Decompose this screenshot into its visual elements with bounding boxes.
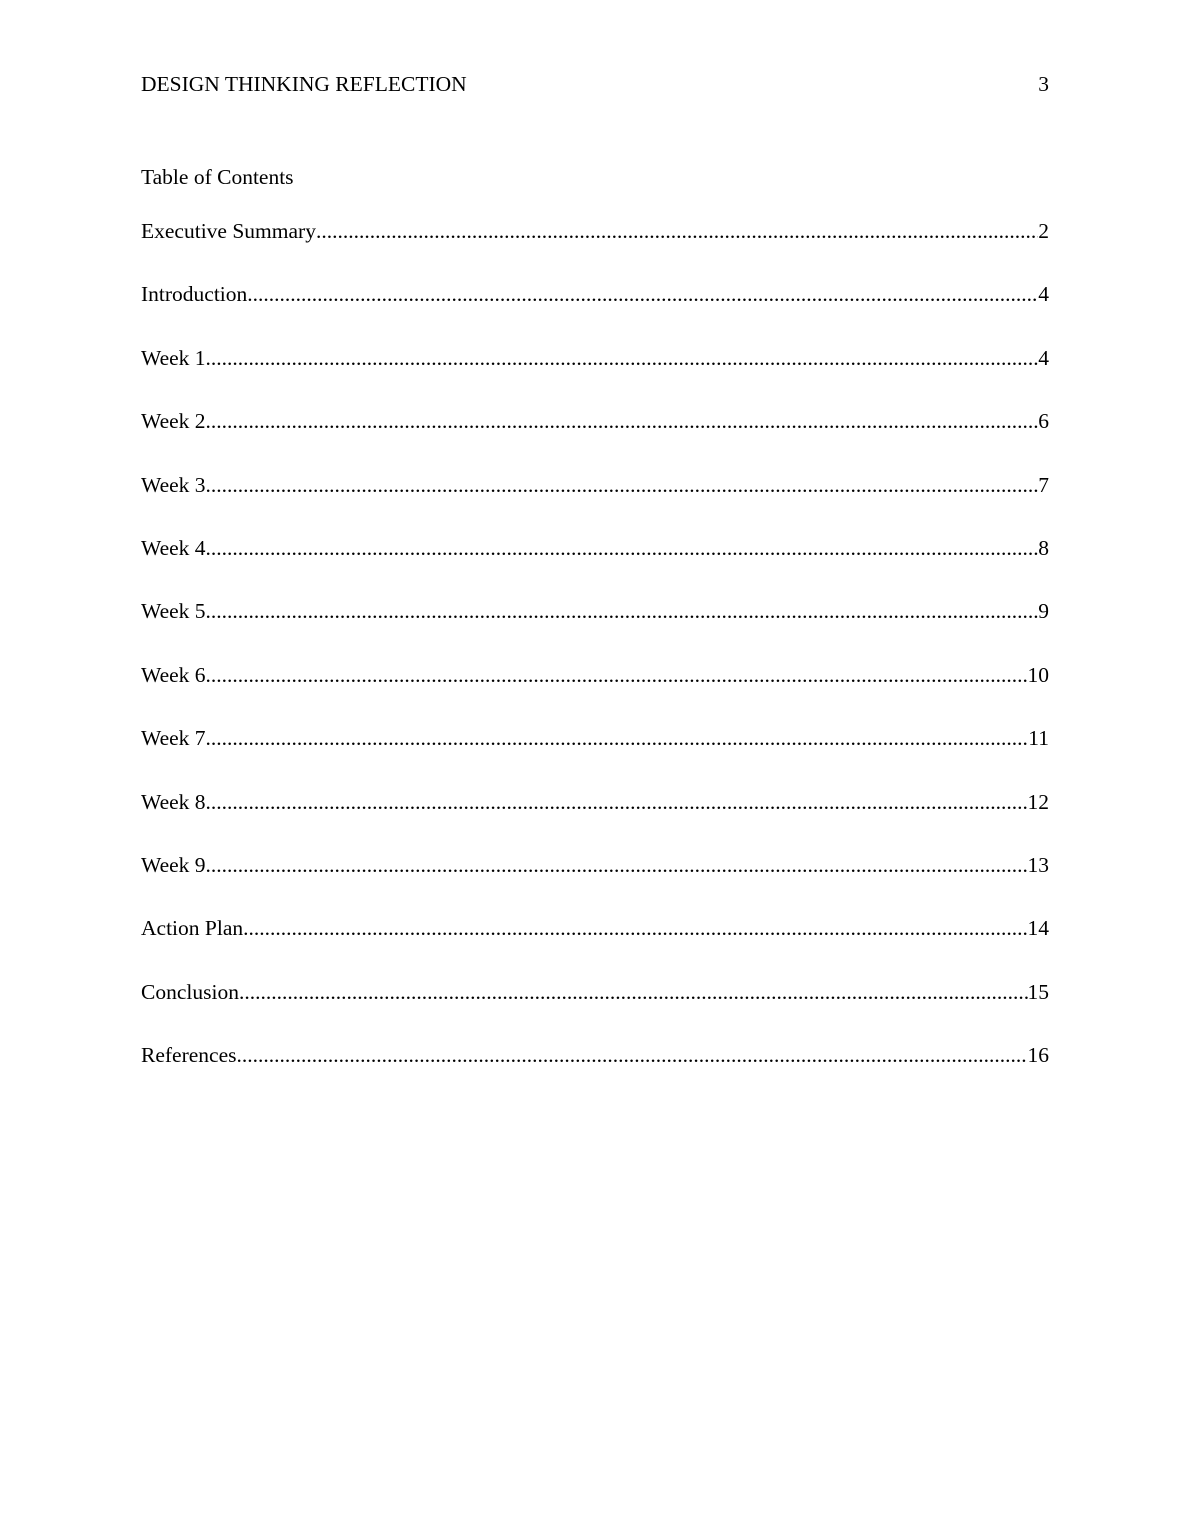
toc-entry-page: 10 [1027, 662, 1049, 687]
toc-entry-page: 8 [1038, 535, 1049, 560]
page-number: 3 [1038, 72, 1049, 96]
toc-entry-page: 14 [1027, 916, 1049, 941]
dot-leader [247, 280, 1038, 308]
toc-entry-references[interactable] [141, 1041, 1049, 1104]
toc-entry-week-9[interactable] [141, 851, 1049, 914]
toc-entry-week-4[interactable] [141, 534, 1049, 597]
dot-leader [206, 407, 1039, 435]
toc-entry-week-8[interactable] [141, 788, 1049, 851]
toc-entry-label: Week 3 [141, 472, 206, 497]
toc-entry-label: Conclusion [141, 979, 239, 1004]
toc-entry-label: Introduction [141, 282, 248, 307]
table-of-contents [141, 217, 1049, 1104]
running-head-title: DESIGN THINKING REFLECTION [141, 72, 467, 96]
toc-entry-page: 9 [1038, 599, 1049, 624]
dot-leader [243, 914, 1027, 942]
toc-entry-label: Week 9 [141, 852, 206, 877]
toc-entry-page: 4 [1038, 282, 1049, 307]
dot-leader [206, 788, 1028, 816]
toc-entry-executive-summary[interactable] [141, 217, 1049, 280]
toc-heading: Table of Contents [141, 165, 294, 189]
toc-entry-label: Week 2 [141, 409, 206, 434]
toc-entry-introduction[interactable] [141, 280, 1049, 343]
toc-entry-week-7[interactable] [141, 724, 1049, 787]
running-header [141, 70, 1049, 98]
toc-entry-label: Executive Summary [141, 219, 316, 243]
toc-entry-label: Week 8 [141, 789, 206, 814]
dot-leader [206, 661, 1028, 689]
toc-entry-conclusion[interactable] [141, 978, 1049, 1041]
dot-leader [239, 978, 1028, 1006]
toc-entry-page: 4 [1038, 345, 1049, 370]
toc-entry-page: 15 [1027, 979, 1049, 1004]
toc-entry-week-1[interactable] [141, 344, 1049, 407]
dot-leader [206, 344, 1039, 372]
toc-entry-week-2[interactable] [141, 407, 1049, 470]
toc-entry-action-plan[interactable] [141, 914, 1049, 977]
toc-entry-label: References [141, 1043, 237, 1068]
toc-entry-label: Week 7 [141, 726, 206, 751]
toc-entry-page: 7 [1038, 472, 1049, 497]
toc-entry-label: Week 5 [141, 599, 206, 624]
dot-leader [206, 534, 1039, 562]
toc-entry-week-6[interactable] [141, 661, 1049, 724]
toc-entry-page: 6 [1038, 409, 1049, 434]
toc-entry-week-3[interactable] [141, 471, 1049, 534]
toc-entry-label: Action Plan [141, 916, 244, 941]
toc-entry-page: 11 [1028, 726, 1049, 751]
dot-leader [206, 851, 1028, 879]
toc-entry-page: 13 [1027, 852, 1049, 877]
dot-leader [206, 471, 1039, 499]
toc-entry-page: 2 [1038, 219, 1049, 243]
toc-entry-label: Week 1 [141, 345, 206, 370]
toc-entry-week-5[interactable] [141, 597, 1049, 660]
dot-leader [237, 1041, 1028, 1069]
toc-entry-label: Week 4 [141, 535, 206, 560]
dot-leader [316, 217, 1038, 245]
dot-leader [206, 724, 1029, 752]
toc-entry-page: 12 [1027, 789, 1049, 814]
toc-entry-label: Week 6 [141, 662, 206, 687]
toc-entry-page: 16 [1027, 1043, 1049, 1068]
dot-leader [206, 597, 1039, 625]
